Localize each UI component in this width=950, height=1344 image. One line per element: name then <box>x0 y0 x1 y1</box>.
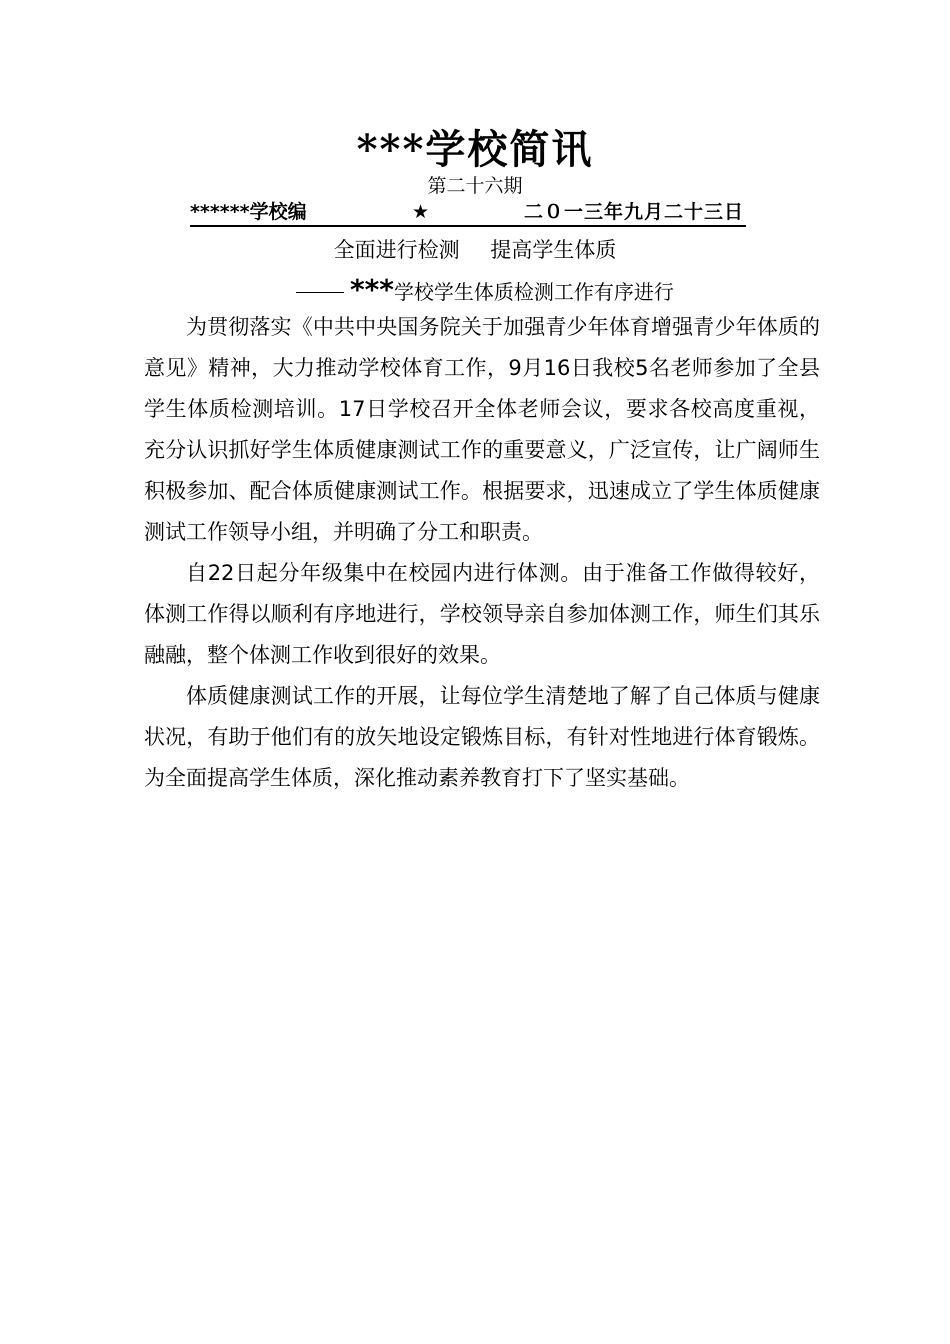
publisher-label: ******学校编 <box>190 201 307 223</box>
paragraph-3: 体质健康测试工作的开展，让每位学生清楚地了解了自己体质与健康状况，有助于他们有的放矢地设定锻炼目标，有针对性地进行体育锻炼。为全面提高学生体质，深化推动素养教育打下了坚实基础。 <box>144 684 820 790</box>
subheadline-text: 学校学生体质检测工作有序进行 <box>393 280 674 304</box>
article-subheadline <box>296 272 674 310</box>
publish-date: 二０一三年九月二十三日 <box>523 201 744 223</box>
paragraph-2: 自22日起分年级集中在校园内进行体测。由于准备工作做得较好，体测工作得以顺利有序地进行，学校领导亲自参加体测工作，师生们其乐融融，整个体测工作收到很好的效果。 <box>144 561 820 667</box>
paragraph-1: 为贯彻落实《中共中央国务院关于加强青少年体育增强青少年体质的意见》精神，大力推动学校体育工作，9月16日我校5名老师参加了全县学生体质检测培训。17日学校召开全体老师会议，要求各校高度重视，充分认识抓好学生体质健康测试工作的重要意义，广泛宣传，让广阔师生积极参加、配合体质健康测试工作。根据要求，迅速成立了学生体质健康测试工作领导小组，并明确了分工和职责。 <box>144 315 820 544</box>
masthead-line <box>190 199 746 227</box>
bulletin-title: ***学校简讯 <box>356 126 594 173</box>
star-icon: ★ <box>412 201 430 223</box>
em-dash-rule <box>296 292 344 293</box>
article-headline: 全面进行检测 提高学生体质 <box>333 238 617 262</box>
issue-number: 第二十六期 <box>427 175 523 197</box>
article-body <box>144 307 820 799</box>
subheadline-prefix: *** <box>350 273 394 306</box>
